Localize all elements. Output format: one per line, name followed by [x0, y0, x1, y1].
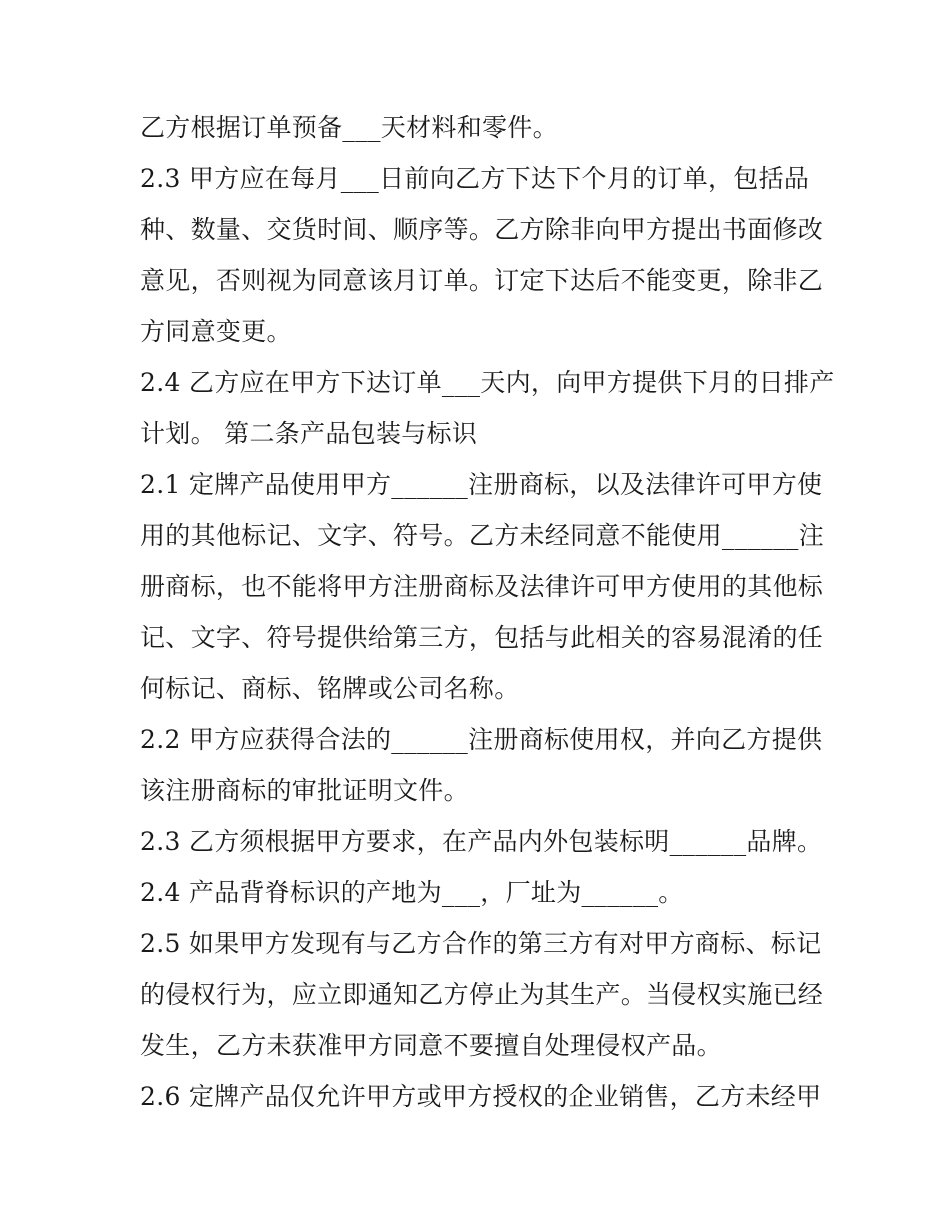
text-line: 乙方根据订单预备___天材料和零件。 — [140, 113, 558, 142]
text-line: 记、文字、符号提供给第三方，包括与此相关的容易混淆的任 — [140, 623, 824, 652]
text-line: 2.2 甲方应获得合法的______注册商标使用权，并向乙方提供 — [140, 725, 823, 754]
text-line: 意见，否则视为同意该月订单。订定下达后不能变更，除非乙 — [140, 266, 824, 295]
document-body — [140, 102, 835, 1122]
text-line: 计划。 第二条产品包装与标识 — [140, 419, 478, 448]
text-line: 2.4 产品背脊标识的产地为___，厂址为______。 — [140, 878, 684, 907]
text-line: 的侵权行为，应立即通知乙方停止为其生产。当侵权实施已经 — [140, 980, 824, 1009]
text-line: 2.6 定牌产品仅允许甲方或甲方授权的企业销售，乙方未经甲 — [140, 1082, 822, 1111]
text-line: 种、数量、交货时间、顺序等。乙方除非向甲方提出书面修改 — [140, 215, 824, 244]
text-line: 2.3 甲方应在每月___日前向乙方下达下个月的订单，包括品 — [140, 164, 810, 193]
text-line: 2.4 乙方应在甲方下达订单___天内，向甲方提供下月的日排产 — [140, 368, 835, 397]
text-line: 用的其他标记、文字、符号。乙方未经同意不能使用______注 — [140, 521, 825, 550]
text-line: 何标记、商标、铭牌或公司名称。 — [140, 674, 520, 703]
text-line: 册商标，也不能将甲方注册商标及法律许可甲方使用的其他标 — [140, 572, 824, 601]
text-line: 2.1 定牌产品使用甲方______注册商标，以及法律许可甲方使 — [140, 470, 823, 499]
text-line: 2.5 如果甲方发现有与乙方合作的第三方有对甲方商标、标记 — [140, 929, 822, 958]
text-line: 方同意变更。 — [140, 317, 292, 346]
text-line: 该注册商标的审批证明文件。 — [140, 776, 469, 805]
text-line: 2.3 乙方须根据甲方要求，在产品内外包装标明______品牌。 — [140, 827, 823, 856]
text-line: 发生，乙方未获准甲方同意不要擅自处理侵权产品。 — [140, 1031, 722, 1060]
